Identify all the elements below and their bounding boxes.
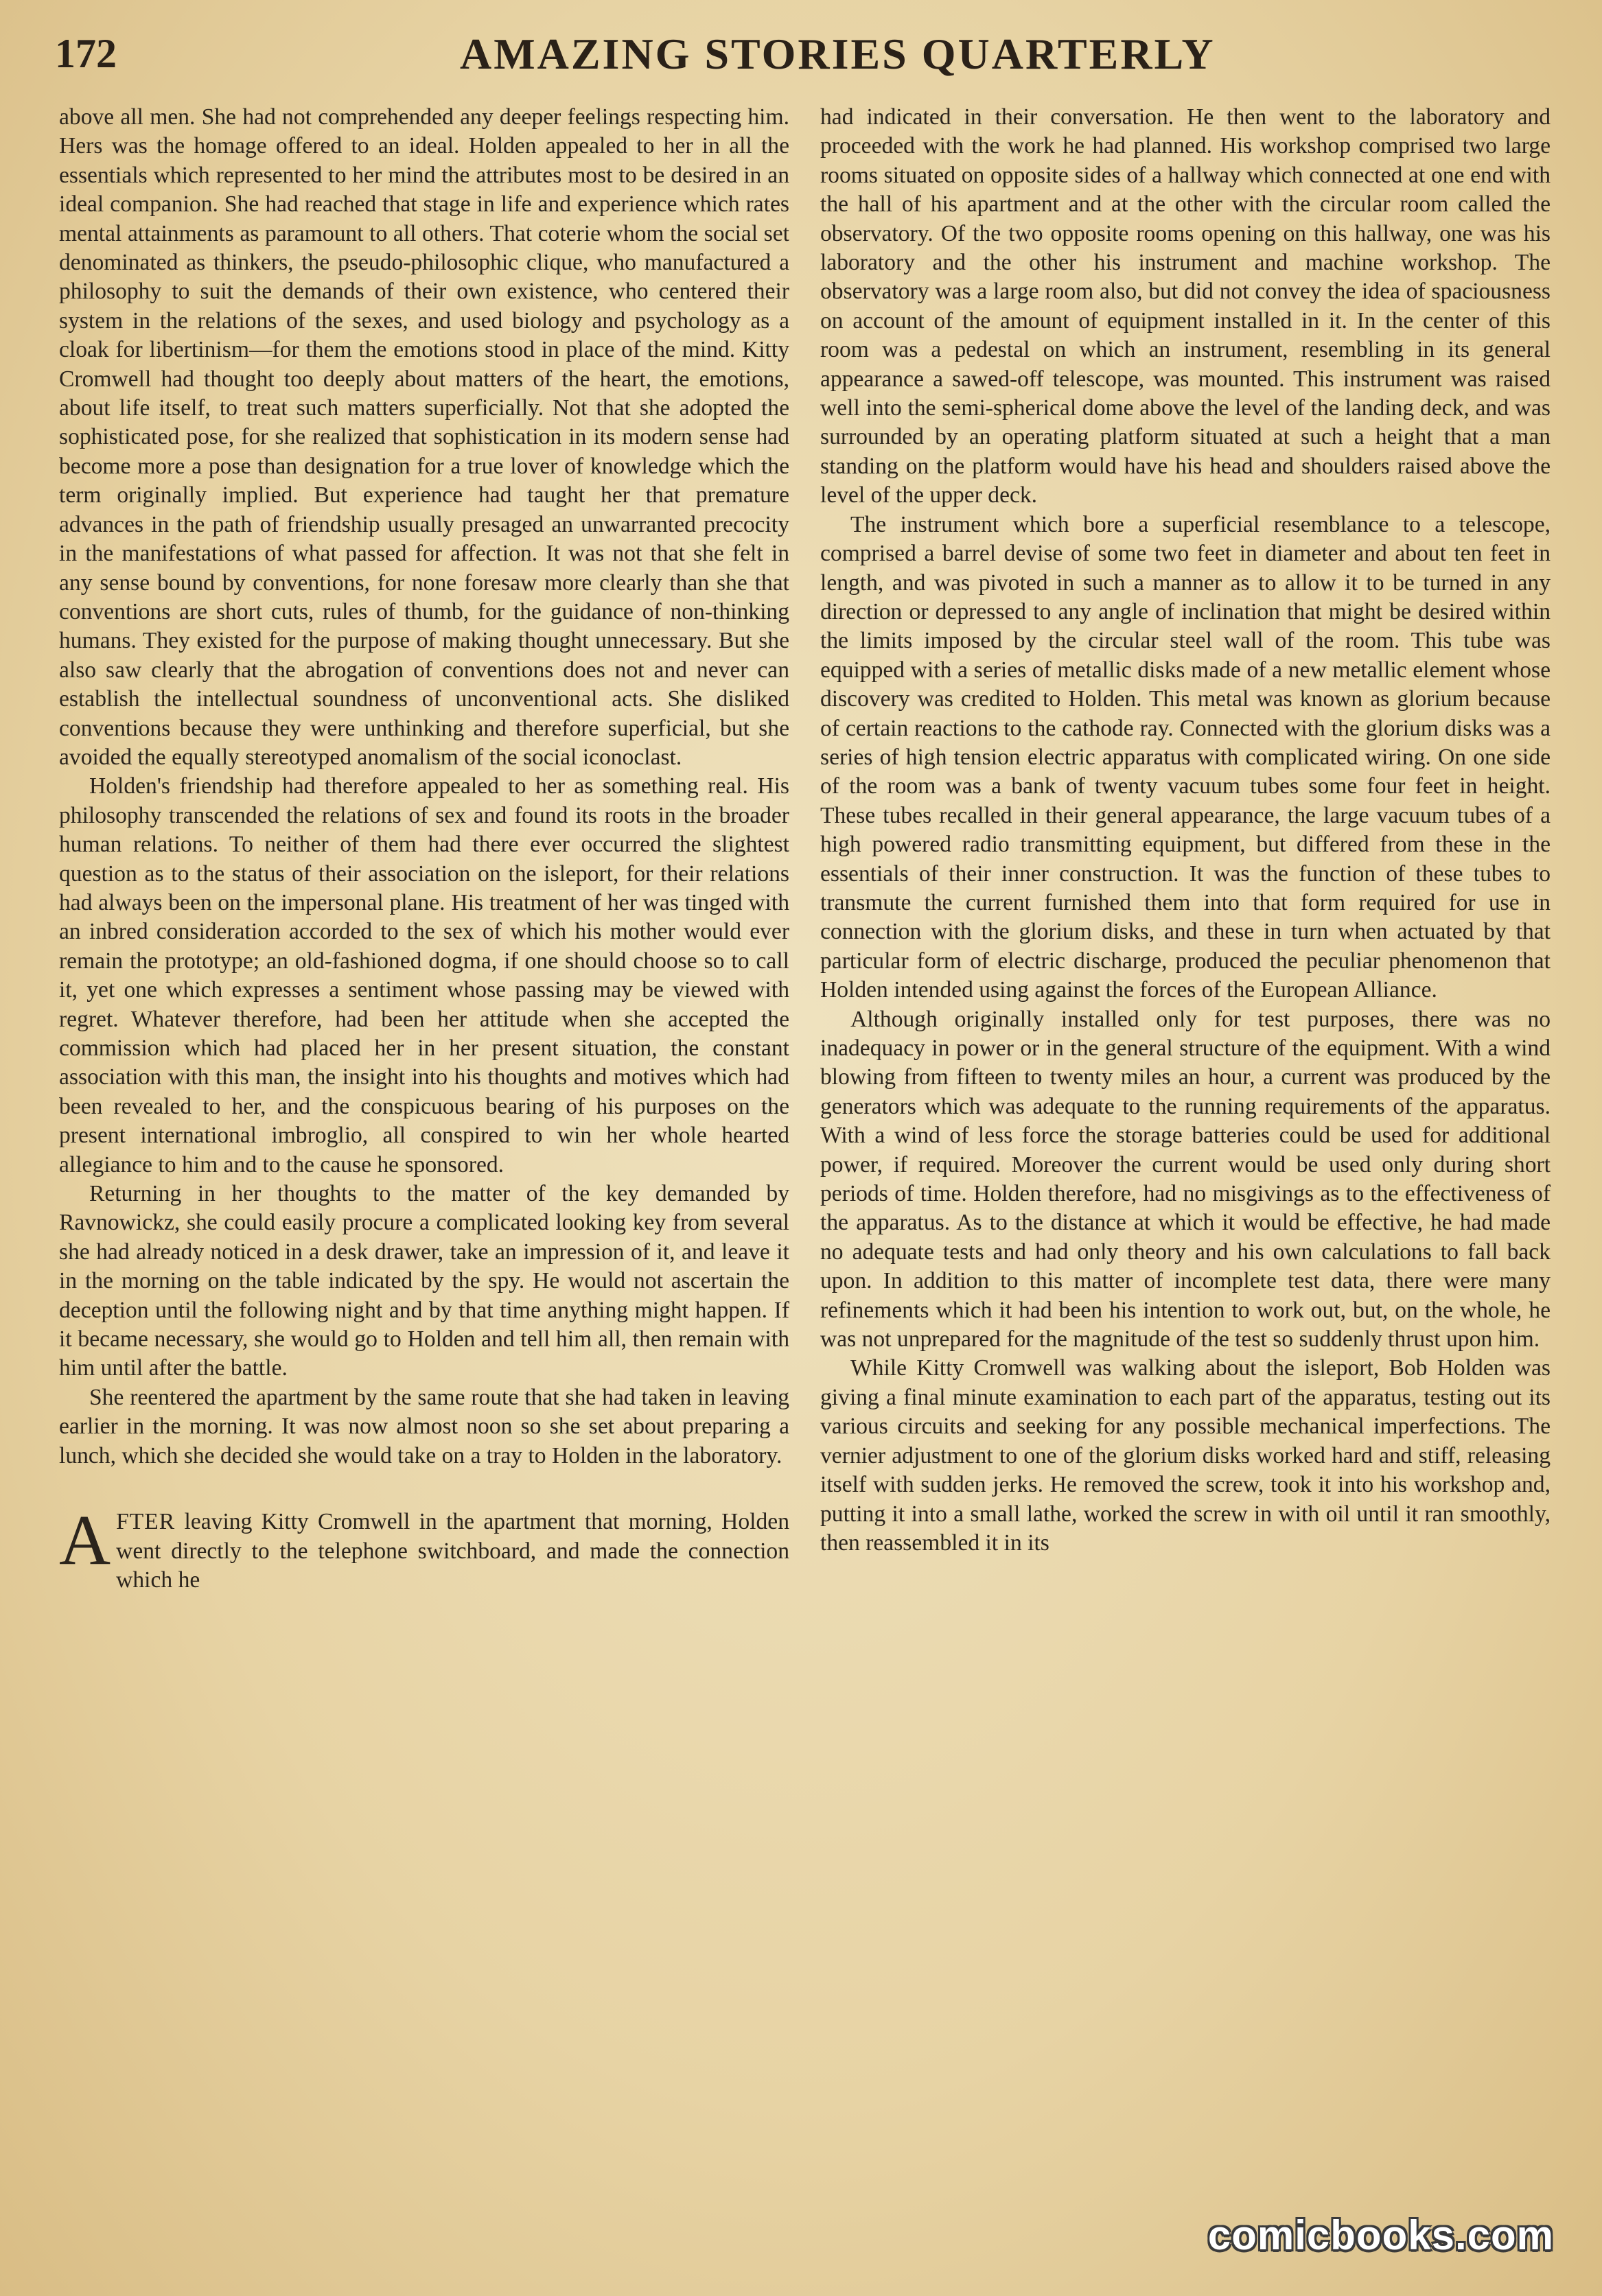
paragraph: She reentered the apartment by the same route that she had taken in leaving earlier in the morning. It was now almost noon so she set about preparing a lunch, which she decided she would take on a tray to Holden in the laboratory. — [59, 1384, 789, 1468]
paragraph: Holden's friendship had therefore appealed to her as something real. His philosophy transcended the relations of sex and found its roots in the broader human relations. To neither of them had there ever occurred the slightest question as to the status of their association on the isleport, for their relations had always been on the impersonal plane. His treatment of her was tinged with an inbred consideration accorded to the sex of which his mother would ever remain the prototype; an old-fashioned dogma, if one should choose so to call it, yet one which expresses a sentiment whose passing may be viewed with regret. Whatever therefore, had been her attitude when she accepted the commission which had placed her in her present situation, the constant association with this man, the insight into his thoughts and motives which had been revealed to her, and the conspicuous bearing of his purposes on the present international imbroglio, all conspired to win her whole hearted allegiance to him and to the cause he sponsored. — [59, 773, 789, 1178]
right-column — [820, 103, 1551, 1558]
dropcap-paragraph — [59, 1501, 789, 1595]
paragraph: above all men. She had not comprehended any deeper feelings respecting him. Hers was the homage offered to an ideal. Holden appealed to her in all the essentials which represented to her mind the attributes most to be desired in an ideal companion. She had reached that stage in life and experience which rates mental attainments as paramount to all others. That coterie whom the social set denominated as thinkers, the pseudo-philosophic clique, who manufactured a philosophy to suit the demands of their own existence, who centered their system in the relations of the sexes, and used biology and psychology as a cloak for libertinism—for them the emotions stood in place of the mind. Kitty Cromwell had thought too deeply about matters of the heart, the emotions, about life itself, to treat such matters superficially. Not that she adopted the sophisticated pose, for she realized that sophistication in its modern sense had become more a pose than designation for a true lover of knowledge which the term originally implied. But experience had taught her that premature advances in the path of friendship usually presaged an unwarranted precocity in the manifestations of what passed for affection. It was not that she felt in any sense bound by conventions, for none foresaw more clearly than she that conventions are short cuts, rules of thumb, for the guidance of non-thinking humans. They existed for the purpose of making thought unnecessary. But she also saw clearly that the abrogation of conventions does not and never can establish the intellectual soundness of unconventional acts. She disliked conventions because they were unthinking and therefore superficial, but she avoided the equally stereotyped anomalism of the social iconoclast. — [59, 104, 789, 770]
page-number: 172 — [55, 31, 117, 76]
page-header — [55, 26, 1565, 88]
left-column — [59, 103, 789, 1595]
paragraph: Returning in her thoughts to the matter of the key demanded by Ravnowickz, she could easily procure a complicated looking key from several she had already noticed in a desk drawer, take an impression of it, and leave it in the morning on the table indicated by the spy. He would not ascertain the deception until the following night and by that time anything might happen. If it became necessary, she would go to Holden and tell him all, then remain with him until after the battle. — [59, 1181, 789, 1381]
paragraph: had indicated in their conversation. He then went to the laboratory and proceeded with the work he had planned. His workshop comprised two large rooms situated on opposite sides of a hallway which connected at one end with the hall of his apartment and at the other with the circular room called the observatory. Of the two opposite rooms opening on this hallway, one was his laboratory and the other his instrument and machine workshop. The observatory was a large room also, but did not convey the idea of spaciousness on account of the amount of equipment installed in it. In the center of this room was a pedestal on which an instrument, resembling in its general appearance a sawed-off telescope, was mounted. This instrument was raised well into the semi-spherical dome above the level of the landing deck, and was surrounded by an operating platform situated at such a height that a man standing on the platform would have his head and shoulders raised above the level of the upper deck. — [820, 104, 1551, 508]
paragraph-text: leaving Kitty Cromwell in the apartment that morning, Holden went directly to the telephone switchboard, and made the connection which he — [116, 1509, 789, 1593]
watermark-logo: comicbooks.com — [1207, 2212, 1554, 2258]
running-title: AMAZING STORIES QUARTERLY — [460, 30, 1216, 78]
drop-cap: A — [59, 1501, 111, 1580]
paragraph: The instrument which bore a superficial resemblance to a telescope, comprised a barrel devise of some two feet in diameter and about ten feet in length, and was pivoted in such a manner as to allow it to be turned in any direction or depressed to any angle of inclination that might be desired within the limits imposed by the circular steel wall of the room. This tube was equipped with a series of metallic disks made of a new metallic element whose discovery was credited to Holden. This metal was known as glorium because of certain reactions to the cathode ray. Connected with the glorium disks was a series of high tension electric apparatus with complicated wiring. On one side of the room was a bank of twenty vacuum tubes some four feet in height. These tubes recalled in their general appearance, the large vacuum tubes of a high powered radio transmitting equipment, but differed from these in the essentials of their inner construction. It was the function of these tubes to transmute the current furnished them into that form required for use in connection with the glorium disks, and these in turn when actuated by that particular form of electric discharge, produced the peculiar phenomenon that Holden intended using against the forces of the European Alliance. — [820, 511, 1551, 1003]
paragraph: Although originally installed only for test purposes, there was no inadequacy in power or in the general structure of the equipment. With a wind blowing from fifteen to twenty miles an hour, a current was produced by the generators which was adequate to the running requirements of the apparatus. With a wind of less force the storage batteries could be used for additional power, if required. Moreover the current would be used only during short periods of time. Holden therefore, had no misgivings as to the effectiveness of the apparatus. As to the distance at which it would be effective, he had made no adequate tests and had only theory and his own calculations to fall back upon. In addition to this matter of incomplete test data, there were many refinements which it had been his intention to work out, but, on the whole, he was not unprepared for the magnitude of the test so suddenly thrust upon him. — [820, 1006, 1551, 1352]
small-caps-lead: FTER — [116, 1509, 176, 1535]
paragraph: While Kitty Cromwell was walking about the isleport, Bob Holden was giving a final minute examination to each part of the apparatus, testing out its various circuits and seeking for any possible mechanical imperfections. The vernier adjustment to one of the glorium disks worked hard and stiff, releasing itself with sudden jerks. He removed the screw, took it into his workshop and, putting it into a small lathe, worked the screw in with oil until it ran smoothly, then reassembled it in its — [820, 1355, 1551, 1556]
